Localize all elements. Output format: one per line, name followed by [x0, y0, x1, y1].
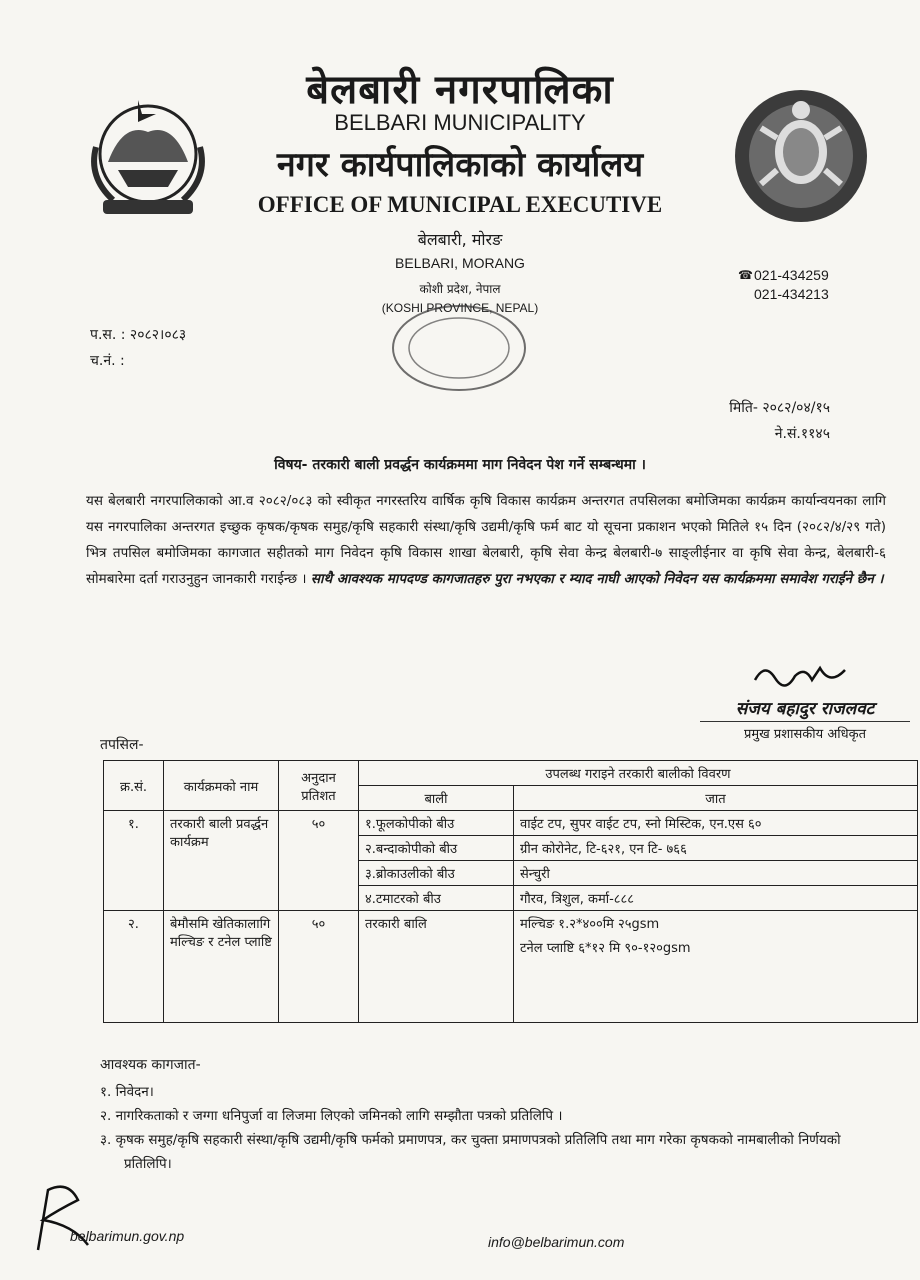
address-en: BELBARI, MORANG — [395, 255, 525, 271]
row1-variety-1: वाईट टप, सुपर वाईट टप, स्नो मिस्टिक, एन.एस ६० — [514, 811, 918, 836]
office-name-en: OFFICE OF MUNICIPAL EXECUTIVE — [257, 192, 663, 217]
signature-block — [700, 660, 910, 742]
row2-variety-line-1: मल्चिङ १.२*४००मि २५gsm — [520, 917, 660, 932]
signature-scribble — [750, 660, 860, 692]
footer-email: info@belbarimun.com — [488, 1234, 625, 1250]
initials-scribble — [18, 1170, 98, 1260]
header-program: कार्यक्रमको नाम — [164, 761, 279, 811]
row2-subsidy: ५० — [279, 911, 359, 1023]
date-block — [630, 395, 830, 447]
row2-crop: तरकारी बालि — [359, 911, 514, 1023]
program-table — [103, 760, 918, 1023]
row1-crop-3: ३.ब्रोकाउलीको बीउ — [359, 861, 514, 886]
header-subsidy: अनुदान प्रतिशत — [279, 761, 359, 811]
footer-website: belbarimun.gov.np — [70, 1228, 185, 1244]
requirement-item: १. निवेदन। — [100, 1084, 154, 1100]
notice-note-text: साथै आवश्यक मापदण्ड कागजातहरु पुरा नभएका र म्याद नाघी आएको निवेदन यस कार्यक्रममा समावेश गराईने छैन । — [310, 571, 884, 587]
telephone-icon: ☎ — [738, 268, 753, 282]
row1-program: तरकारी बाली प्रवर्द्धन कार्यक्रम — [164, 811, 279, 911]
notice-main-text: यस बेलबारी नगरपालिकाको आ.व २०८२/०८३ को स्वीकृत नगरस्तरिय वार्षिक कृषि विकास कार्यक्रम अन्तरगत तपसिलका बमोजिमका कार्यक्रम कार्यान्वयनका लागि यस नगरपालिका अन्तरगत इच्छुक कृषक/कृषक समुह/कृषि सहकारी संस्था/कृषि उद्यमी/कृषि फर्म बाट यो सूचना प्रकाशन भएको मितिले १५ दिन (२०८२/४/२९ गते) भित्र तपसिल बमोजिमका कागजात सहीतको माग निवेदन कृषि विकास शाखा बेलबारी, कृषि सेवा केन्द्र बेलबारी-७ साङ्लीईनार वा कृषि सेवा केन्द्र, बेलबारी-६ सोमबारेमा दर्ता गराउनुहुन जानकारी गराईन्छ । — [86, 493, 886, 587]
row1-crop-2: २.बन्दाकोपीको बीउ — [359, 836, 514, 861]
address-np: बेलबारी, मोरङ — [417, 230, 503, 249]
header-crop: बाली — [359, 786, 514, 811]
row1-variety-3: सेन्चुरी — [514, 861, 918, 886]
signatory-name: संजय बहादुर राजलवट — [735, 699, 875, 719]
reference-block — [90, 322, 186, 374]
row2-program: बेमौसमि खेतिकालागि मल्चिङ र टनेल प्लाष्टि — [164, 911, 279, 1023]
phone-number-2: 021-434213 — [754, 286, 829, 302]
row1-subsidy: ५० — [279, 811, 359, 911]
requirements-title: आवश्यक कागजात- — [100, 1057, 201, 1073]
phone-number-1: 021-434259 — [754, 267, 829, 283]
row1-crop-1: १.फूलकोपीको बीउ — [359, 811, 514, 836]
row2-variety — [514, 911, 918, 1023]
table-row — [104, 911, 918, 1023]
patra-sankhya: प.स. : २०८२।०८३ — [90, 327, 187, 343]
province-np: कोशी प्रदेश, नेपाल — [419, 282, 501, 296]
municipality-name-np: बेलबारी नगरपालिका — [306, 67, 614, 113]
office-name-np: नगर कार्यपालिकाको कार्यालय — [276, 145, 644, 185]
date-bs: मिति- २०८२/०४/१५ — [729, 400, 830, 416]
nepal-sambat: ने.सं.११४५ — [774, 426, 830, 442]
requirement-item: ३. कृषक समुह/कृषि सहकारी संस्था/कृषि उद्यमी/कृषि फर्मको प्रमाणपत्र, कर चुक्ता प्रमाणपत्रको प्रतिलिपि तथा माग गरेका कृषकको नामबालीको निर्णयको प्रतिलिपि। — [100, 1132, 841, 1172]
row1-crop-4: ४.टमाटरको बीउ — [359, 886, 514, 911]
chalani-number: च.नं. : — [90, 353, 125, 369]
province-en: (KOSHI PROVINCE, NEPAL) — [381, 301, 539, 315]
row1-sn: १. — [104, 811, 164, 911]
phone-numbers — [738, 266, 829, 304]
requirements-list — [100, 1080, 890, 1176]
requirement-item: २. नागरिकताको र जग्गा धनिपुर्जा वा लिजमा लिएको जमिनको लागि सम्झौता पत्रको प्रतिलिपि । — [100, 1108, 563, 1124]
header-sn: क्र.सं. — [104, 761, 164, 811]
row1-variety-4: गौरव, त्रिशुल, कर्मा-८८८ — [514, 886, 918, 911]
row2-sn: २. — [104, 911, 164, 1023]
header-variety: जात — [514, 786, 918, 811]
signatory-title: प्रमुख प्रशासकीय अधिकृत — [700, 721, 910, 742]
header-details: उपलब्ध गराइने तरकारी बालीको विवरण — [359, 761, 918, 786]
notice-body — [86, 488, 886, 592]
subject-line: विषय- तरकारी बाली प्रवर्द्धन कार्यक्रममा माग निवेदन पेश गर्ने सम्बन्धमा । — [274, 457, 646, 473]
office-stamp — [384, 300, 534, 395]
row2-variety-line-2: टनेल प्लाष्टि ६*१२ मि ९०-१२०gsm — [520, 941, 691, 956]
table-caption: तपसिल- — [100, 737, 144, 753]
row1-variety-2: ग्रीन कोरोनेट, टि-६२१, एन टि- ७६६ — [514, 836, 918, 861]
municipality-name-en: BELBARI MUNICIPALITY — [334, 110, 586, 135]
table-row — [104, 811, 918, 836]
